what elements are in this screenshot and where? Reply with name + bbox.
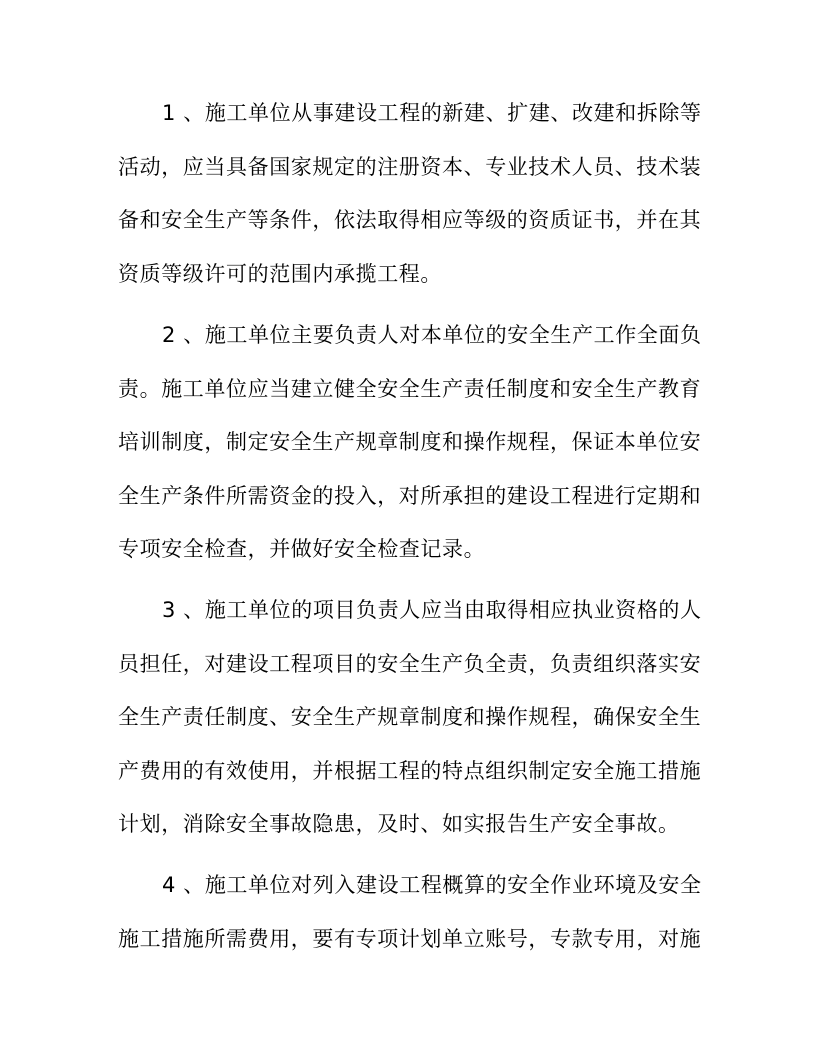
paragraph-3-line-3: 全生产责任制度、安全生产规章制度和操作规程，确保安全生 [118, 705, 702, 729]
paragraph-3-line-1: 3 、施工单位的项目负责人应当由取得相应执业资格的人 [162, 598, 702, 622]
paragraph-3-line-2: 员担任，对建设工程项目的安全生产负全责，负责组织落实安 [118, 652, 702, 676]
paragraph-4-line-1: 4 、施工单位对列入建设工程概算的安全作业环境及安全 [162, 873, 702, 897]
paragraph-1-line-1: 1 、施工单位从事建设工程的新建、扩建、改建和拆除等 [162, 101, 702, 125]
paragraph-2-line-5: 专项安全检查，并做好安全检查记录。 [118, 537, 486, 561]
paragraph-2-line-4: 全生产条件所需资金的投入，对所承担的建设工程进行定期和 [118, 484, 702, 508]
paragraph-2-line-3: 培训制度，制定安全生产规章制度和操作规程，保证本单位安 [118, 430, 702, 454]
paragraph-2-line-1: 2 、施工单位主要负责人对本单位的安全生产工作全面负 [162, 323, 702, 347]
paragraph-1-line-3: 备和安全生产等条件，依法取得相应等级的资质证书，并在其 [118, 208, 702, 232]
paragraph-3-line-4: 产费用的有效使用，并根据工程的特点组织制定安全施工措施 [118, 759, 702, 783]
paragraph-4-line-2: 施工措施所需费用，要有专项计划单立账号，专款专用，对施 [118, 927, 702, 951]
paragraph-3-line-5: 计划，消除安全事故隐患，及时、如实报告生产安全事故。 [118, 812, 680, 836]
paragraph-2-line-2: 责。施工单位应当建立健全安全生产责任制度和安全生产教育 [118, 377, 702, 401]
paragraph-1-line-2: 活动，应当具备国家规定的注册资本、专业技术人员、技术装 [118, 155, 702, 179]
paragraph-1-line-4: 资质等级许可的范围内承揽工程。 [118, 262, 442, 286]
